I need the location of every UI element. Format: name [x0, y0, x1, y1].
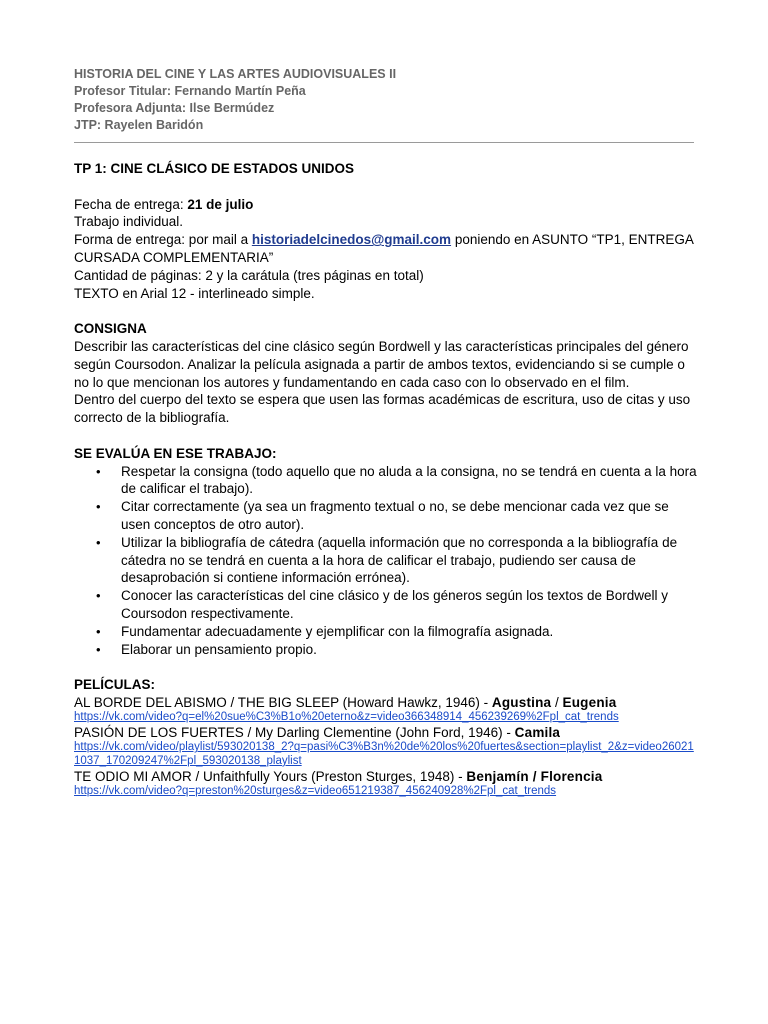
- delivery-mode: Trabajo individual.: [74, 214, 184, 230]
- bullet-icon: •: [96, 641, 101, 657]
- delivery-date-value: 21 de julio: [187, 196, 254, 212]
- consigna-paragraph-2: Dentro del cuerpo del texto se espera que usen las formas académicas de escritura, uso de citas y uso correcto de la bibliografía.: [74, 392, 691, 426]
- consigna-heading: CONSIGNA: [74, 321, 147, 337]
- header-divider: [74, 142, 694, 143]
- list-item: [74, 534, 699, 587]
- film-entry: [74, 694, 699, 725]
- film-cast: Camila: [514, 725, 561, 741]
- text-format: TEXTO en Arial 12 - interlineado simple.: [74, 285, 315, 301]
- email-link[interactable]: historiadelcinedos@gmail.com: [251, 232, 452, 248]
- bullet-icon: •: [96, 588, 101, 604]
- film-title-text: PASIÓN DE LOS FUERTES / My Darling Clementine (John Ford, 1946) -: [74, 725, 515, 741]
- bullet-icon: •: [96, 463, 101, 479]
- list-item: [74, 641, 699, 659]
- consigna-paragraph-1: Describir las características del cine clásico según Bordwell y las características principales del género según Coursodon. Analizar la película asignada a partir de ambos textos, evidenciando si se cumple o no lo que mencionan los autores y fundamentando en cada caso con lo observado en el film.: [74, 338, 689, 390]
- films-heading: PELÍCULAS:: [74, 677, 155, 693]
- film-link[interactable]: https://vk.com/video?q=el%20sue%C3%B1o%20eterno&z=video366348914_456239269%2Fpl_cat_trends: [74, 710, 619, 723]
- document-body: [74, 160, 699, 799]
- delivery-form: [74, 231, 699, 267]
- films-list: [74, 694, 699, 799]
- film-entry: [74, 724, 699, 768]
- film-link[interactable]: https://vk.com/video/playlist/593020138_2?q=pasi%C3%B3n%20de%20los%20fuertes&section=playlist_2&z=video260211037_170209247%2Fpl_593020138_playlist: [74, 741, 694, 767]
- list-item: [74, 463, 699, 499]
- page-count: Cantidad de páginas: 2 y la carátula (tres páginas en total): [74, 267, 424, 283]
- film-link[interactable]: https://vk.com/video?q=preston%20sturges&z=video651219387_456240928%2Fpl_cat_trends: [74, 785, 557, 798]
- jtp: JTP: Rayelen Baridón: [74, 118, 204, 132]
- film-entry: [74, 768, 699, 799]
- course-title: HISTORIA DEL CINE Y LAS ARTES AUDIOVISUALES II: [74, 67, 397, 81]
- film-cast: Eugenia: [562, 694, 617, 710]
- film-title: [74, 768, 699, 785]
- evaluation-list: [74, 463, 699, 659]
- evaluation-heading: SE EVALÚA EN ESE TRABAJO:: [74, 445, 277, 461]
- list-item-text: Respetar la consigna (todo aquello que no aluda a la consigna, no se tendrá en cuenta a la hora de calificar el trabajo).: [121, 463, 697, 497]
- list-item-text: Fundamentar adecuadamente y ejemplificar con la filmografía asignada.: [121, 623, 554, 639]
- film-title-text: TE ODIO MI AMOR / Unfaithfully Yours (Preston Sturges, 1948) -: [74, 769, 467, 785]
- film-cast: Benjamín / Florencia: [466, 769, 603, 785]
- assignment-title: TP 1: CINE CLÁSICO DE ESTADOS UNIDOS: [74, 161, 355, 176]
- list-item-text: Conocer las características del cine clásico y de los géneros según los textos de Bordwell y Coursodon respectivamente.: [121, 588, 669, 621]
- delivery-date-label: Fecha de entrega:: [74, 196, 188, 212]
- bullet-icon: •: [96, 499, 101, 515]
- film-title: [74, 724, 699, 741]
- film-cast: Agustina: [491, 694, 552, 710]
- bullet-icon: •: [96, 623, 101, 639]
- list-item-text: Citar correctamente (ya sea un fragmento textual o no, se debe mencionar cada vez que se usen conceptos de otro autor).: [121, 499, 669, 532]
- delivery-form-prefix: Forma de entrega: por mail a: [74, 232, 252, 248]
- list-item-text: Utilizar la bibliografía de cátedra (aquella información que no corresponda a la bibliografía de cátedra no se tendrá en cuenta a la hora de calificar el trabajo, pudiendo ser causa de desaprobación si contiene información errónea).: [121, 534, 678, 586]
- delivery-date: [74, 196, 699, 214]
- list-item: [74, 623, 699, 641]
- list-item: [74, 498, 699, 534]
- delivery-form-suffix: poniendo en ASUNTO “TP1, ENTREGA CURSADA COMPLEMENTARIA”: [74, 232, 694, 265]
- bullet-icon: •: [96, 534, 101, 550]
- film-title: [74, 694, 699, 711]
- titular-professor: Profesor Titular: Fernando Martín Peña: [74, 84, 306, 98]
- list-item-text: Elaborar un pensamiento propio.: [121, 641, 317, 657]
- film-title-text: AL BORDE DEL ABISMO / THE BIG SLEEP (Howard Hawkz, 1946) -: [74, 694, 492, 710]
- adjunct-professor: Profesora Adjunta: Ilse Bermúdez: [74, 101, 275, 115]
- film-cast-separator: /: [551, 694, 563, 710]
- list-item: [74, 587, 699, 623]
- course-header: [74, 66, 694, 134]
